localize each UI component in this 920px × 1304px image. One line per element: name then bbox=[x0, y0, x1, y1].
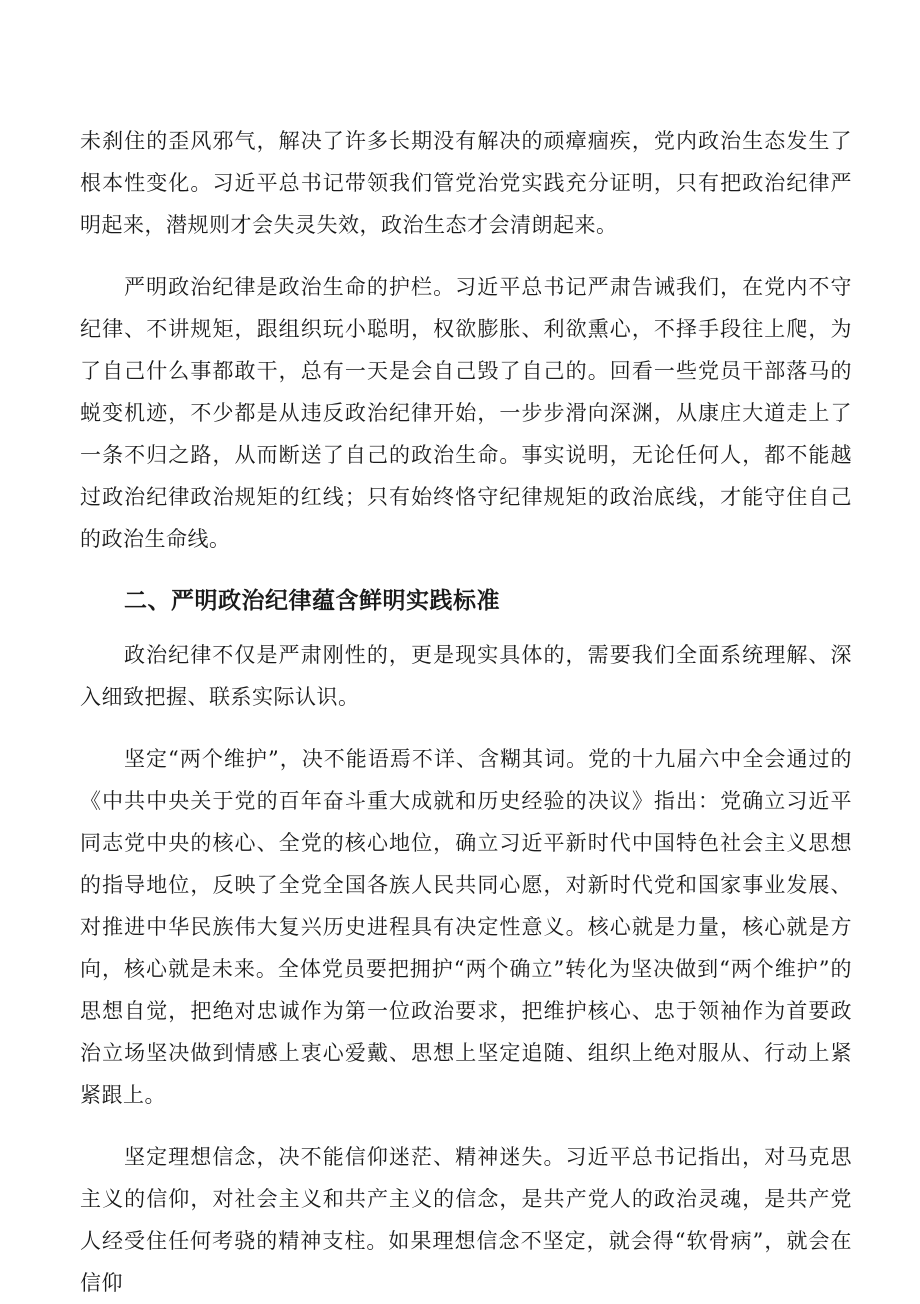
paragraph-ideals-beliefs: 坚定理想信念，决不能信仰迷茫、精神迷失。习近平总书记指出，对马克思主义的信仰，对社会主义和共产主义的信念，是共产党人的政治灵魂，是共产党人经受住任何考骁的精神支柱。如果理想信念不坚定，就会得“软骨病”，就会在信仰 bbox=[80, 1145, 852, 1295]
section-heading: 二、严明政治纪律蕴含鲜明实践标准 bbox=[124, 588, 500, 614]
paragraph-discipline-intro: 政治纪律不仅是严肃刚性的，更是现实具体的，需要我们全面系统理解、深入细致把握、联系实际认识。 bbox=[80, 643, 852, 709]
paragraph-two-safeguards: 坚定“两个维护”，决不能语焉不详、含糊其词。党的十九届六中全会通过的《中共中央关于党的百年奋斗重大成就和历史经验的决议》指出：党确立习近平同志党中央的核心、全党的核心地位，确立习近平新时代中国特色社会主义思想的指导地位，反映了全党全国各族人民共同心愿，对新时代党和国家事业发展、对推进中华民族伟大复兴历史进程具有决定性意义。核心就是力量，核心就是方向，核心就是未来。全体党员要把拥护“两个确立”转化为坚决做到“两个维护”的思想自觉，把绝对忠诚作为第一位政治要求，把维护核心、忠于领袖作为首要政治立场坚决做到情感上衷心爱戴、思想上坚定追随、组织上绝对服从、行动上紧紧跟上。 bbox=[80, 747, 852, 1107]
paragraph-political-life: 严明政治纪律是政治生命的护栏。习近平总书记严肃告诫我们，在党内不守纪律、不讲规矩，跟组织玩小聪明，权欲膨胀、利欲熏心，不择手段往上爬，为了自己什么事都敢干，总有一天是会自己毁了自己的。回看一些党员干部落马的蜕变机迹，不少都是从违反政治纪律开始，一步步滑向深渊，从康庄大道走上了一条不归之路，从而断送了自己的政治生命。事实说明，无论任何人，都不能越过政治纪律政治规矩的红线；只有始终恪守纪律规矩的政治底线，才能守住自己的政治生命线。 bbox=[80, 275, 852, 551]
document-page bbox=[80, 120, 852, 1304]
paragraph-continuation: 未刹住的歪风邪气，解决了许多长期没有解决的顽瘴痼疾，党内政治生态发生了根本性变化。习近平总书记带领我们管党治党实践充分证明，只有把政治纪律严明起来，潜规则才会失灵失效，政治生态才会清朗起来。 bbox=[80, 129, 852, 237]
